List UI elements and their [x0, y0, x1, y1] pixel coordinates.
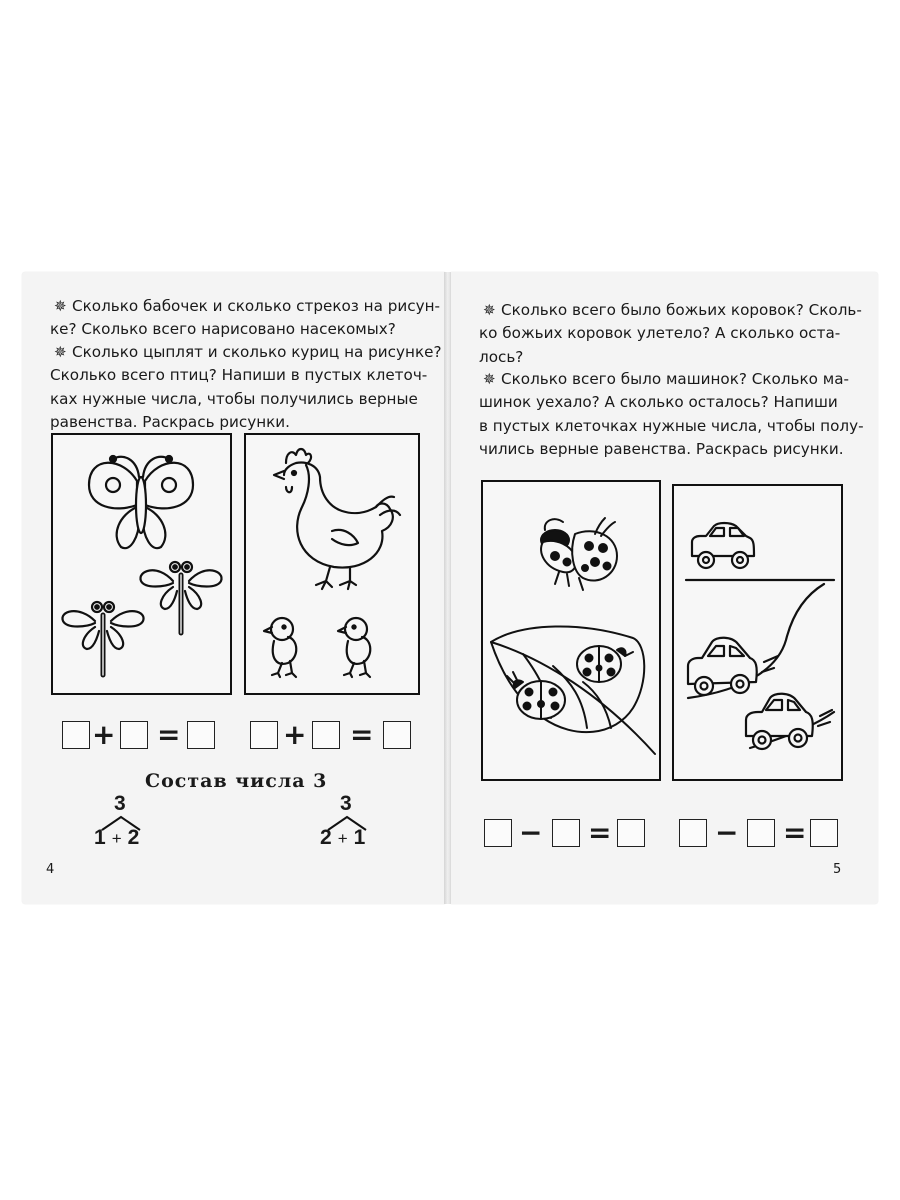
- task-line: Сколько цыплят и сколько куриц на рисунке?: [72, 343, 442, 361]
- task-line: в пустых клеточках нужные числа, чтобы полу-: [479, 416, 864, 435]
- birds-picture-frame: [244, 433, 420, 695]
- composition-part: 2: [320, 826, 332, 849]
- task-line: ко божьих коровок улетело? А сколько оста-: [479, 324, 841, 343]
- answer-box[interactable]: [747, 819, 775, 847]
- task-line: чились верные равенства. Раскрась рисунки.: [479, 440, 844, 459]
- task-line: Сколько бабочек и сколько стрекоз на рисун-: [72, 297, 441, 315]
- task-text-insects: [50, 295, 441, 342]
- number-composition: [92, 792, 156, 852]
- task-text-cars: [479, 368, 864, 462]
- task-line: шинок уехало? А сколько осталось? Напиши: [479, 393, 838, 412]
- ladybugs-picture-frame: [481, 480, 661, 781]
- answer-box[interactable]: [312, 721, 340, 749]
- composition-plus: +: [337, 829, 348, 848]
- composition-parts: [94, 826, 139, 850]
- chick-icon: [264, 618, 296, 677]
- answer-box[interactable]: [679, 819, 707, 847]
- composition-total: 3: [340, 792, 352, 815]
- answer-box[interactable]: [383, 721, 411, 749]
- equals-sign: =: [783, 816, 807, 849]
- answer-box[interactable]: [187, 721, 215, 749]
- task-line: лось?: [479, 347, 524, 366]
- dragonfly-icon: [62, 602, 143, 675]
- plus-sign: +: [283, 718, 307, 751]
- task-bullet: ✵: [483, 370, 496, 388]
- task-line: ке? Сколько всего нарисовано насекомых?: [50, 320, 396, 339]
- answer-box[interactable]: [552, 819, 580, 847]
- chick-icon: [338, 618, 370, 677]
- answer-box[interactable]: [120, 721, 148, 749]
- answer-box[interactable]: [617, 819, 645, 847]
- task-line: Сколько всего птиц? Напиши в пустых клеточ-: [50, 366, 428, 385]
- composition-plus: +: [111, 829, 122, 848]
- composition-total: 3: [114, 792, 126, 815]
- task-bullet: ✵: [54, 297, 67, 315]
- composition-parts: [320, 826, 365, 850]
- butterfly-icon: [89, 456, 193, 548]
- hen-icon: [274, 449, 400, 589]
- task-text-ladybugs: [479, 299, 862, 369]
- task-line: Сколько всего было машинок? Сколько ма-: [501, 370, 850, 388]
- minus-sign: −: [715, 816, 739, 849]
- equals-sign: =: [157, 718, 181, 751]
- car-icon: [692, 523, 754, 568]
- task-line: равенства. Раскрась рисунки.: [50, 413, 290, 432]
- minus-sign: −: [519, 816, 543, 849]
- leaf-icon: [491, 626, 655, 754]
- answer-box[interactable]: [484, 819, 512, 847]
- car-icon: [688, 638, 778, 695]
- answer-box[interactable]: [250, 721, 278, 749]
- composition-part: 1: [94, 826, 106, 849]
- task-bullet: ✵: [54, 343, 67, 361]
- insects-picture-frame: [51, 433, 232, 695]
- task-line: ках нужные числа, чтобы получились верные: [50, 389, 418, 408]
- cars-picture-frame: [672, 484, 843, 781]
- ladybug-icon: [541, 518, 617, 590]
- number-composition-heading: Состав числа 3: [145, 770, 328, 792]
- equals-sign: =: [350, 718, 374, 751]
- equals-sign: =: [588, 816, 612, 849]
- composition-part: 1: [353, 826, 366, 849]
- task-text-birds: [50, 341, 442, 435]
- page-number: 5: [833, 862, 842, 877]
- task-line: Сколько всего было божьих коровок? Сколь-: [501, 301, 862, 319]
- composition-part: 2: [127, 826, 140, 849]
- answer-box[interactable]: [810, 819, 838, 847]
- plus-sign: +: [92, 718, 116, 751]
- answer-box[interactable]: [62, 721, 90, 749]
- number-composition: [318, 792, 382, 852]
- page-number: 4: [46, 862, 55, 877]
- dragonfly-icon: [140, 562, 221, 633]
- task-bullet: ✵: [483, 301, 496, 319]
